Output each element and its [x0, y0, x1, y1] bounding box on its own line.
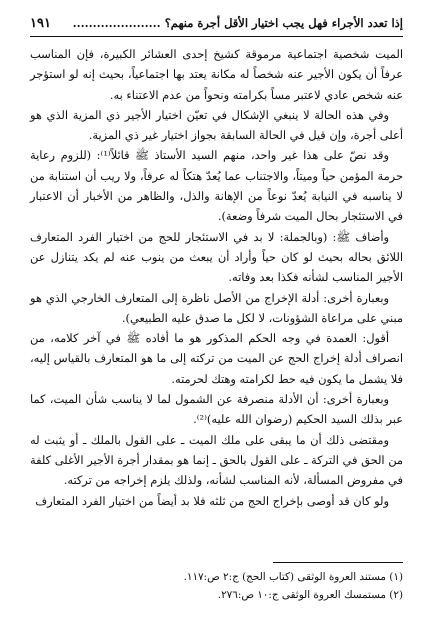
footnote-divider: [273, 562, 403, 563]
paragraph: أقول: العمدة في وجه الحكم المذكور هو ما أفاده ﷺ في آخر كلامه، من انصراف أدلة إخراج الحج عن الميت من تركته إلى ما هو المتعارف بالقياس إليه، فلا يشمل ما يكون فيه حط لكرامته وهتك لحرمته.: [30, 331, 403, 386]
header-divider: [30, 36, 403, 37]
footnotes: [30, 568, 403, 604]
paragraph: وفي هذه الحالة لا ينبغي الإشكال في تعيّن اختيار الأجير ذي المزية الذي هو أعلى أجرة، وإن قيل في الحالة السابقة بجواز اختيار غير ذي المزية.: [30, 107, 403, 143]
footnote: (٢) مستمسك العروة الوثقى ج:١٠ ص:٢٧٦.: [217, 589, 403, 601]
page-number: ١٩١: [30, 16, 51, 31]
paragraph: وقد نصّ على هذا غير واحد، منهم السيد الأستاذ ﷺ قائلاً⁽¹⁾: (للزوم رعاية حرمة المؤمن حياً وميتاً، والاجتناب عما يُعدّ هتكاً له عرفاً، ولا ريب أن استنابة من لا يناسبه في النيابة يُعدّ نوعاً من الإهانة والذل، والظاهر من الأخبار أن الاعتبار في الاستئجار بحال الميت شرفاً وضعة).: [30, 148, 403, 224]
footnote: (١) مستند العروة الوثقى (كتاب الحج) ج:٢ ص:١١٧.: [183, 571, 403, 583]
paragraph: وبعبارة أخرى: أدلة الإخراج من الأصل ناظرة إلى المتعارف الخارجي الذي هو مبني على مراعاة الشؤونات، لا لكل ما صدق عليه الطبيعي).: [30, 290, 403, 325]
paragraph: ومقتضى ذلك أن ما يبقى على ملك الميت ـ على القول بالملك ـ أو يثبت له من الحق في التركة ـ على القول بالحق ـ إنما هو بمقدار أجرة الأجير الأغلى كلفة في مفروض المسألة، لأنه المناسب لشأنه، ولذلك يلزم إخراجه من تركته.: [30, 432, 403, 488]
paragraph: وأضاف ﷺ: (وبالجملة: لا بد في الاستئجار للحج من اختيار الفرد المتعارف اللائق بحاله بحيث لو كان حياً وأراد أن يبعث من ينوب عنه لم يكد يتنازل عن الأجير المناسب لشأنه فكذا بعد وفاته.: [30, 229, 403, 285]
paragraph: وبعبارة أخرى: أن الأدلة منصرفة عن الشمول لما لا يناسب شأن الميت، كما عبر بذلك السيد الحكيم (رضوان الله عليه)⁽²⁾.: [30, 392, 403, 427]
paragraph: ولو كان قد أوصى بإخراج الحج من ثلثه فلا بد أيضاً من اختيار الفرد المتعارف: [35, 493, 389, 508]
body-text: [30, 44, 403, 511]
running-title: إذا تعدد الأجراء فهل يجب اختيار الأقل أجرة منهم؟ ......................: [72, 16, 403, 30]
page-header: [30, 14, 403, 33]
paragraph: الميت شخصية اجتماعية مرموقة كشيخ إحدى العشائر الكبيرة، فإن المناسب عرفاً أن يكون الأجير عنه شخصاً له مكانة يعتد بها اجتماعياً، بحيث إنه لو استؤجر عنه شخص عادي لاعتبر مساً بكرامته ونحواً من عدم الاعتناء به.: [30, 47, 403, 102]
